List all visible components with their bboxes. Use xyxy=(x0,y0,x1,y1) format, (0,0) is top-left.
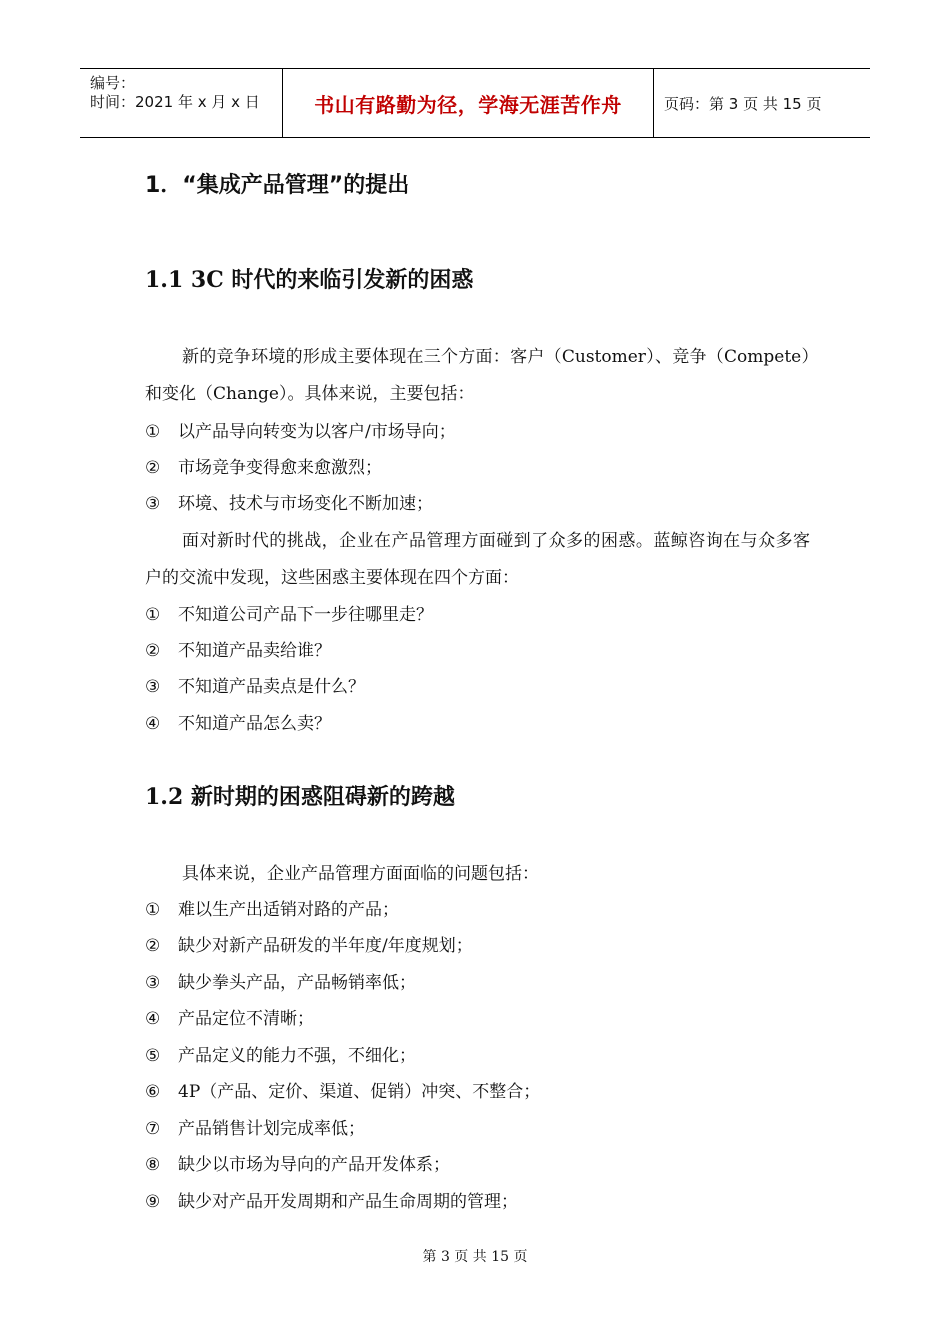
motto: 书山有路勤为径，学海无涯苦作舟 xyxy=(314,92,622,117)
list-item xyxy=(145,1190,518,1214)
list-number: ⑤ xyxy=(145,1046,161,1066)
code-label: 编号： xyxy=(90,74,136,92)
list-text: 不知道产品卖给谁？ xyxy=(178,641,331,661)
list-item xyxy=(145,639,331,663)
list-item xyxy=(145,712,331,736)
list-number: ③ xyxy=(145,494,161,514)
list-item xyxy=(145,456,382,480)
list-text: 4P（产品、定价、渠道、促销）冲突、不整合； xyxy=(178,1082,541,1102)
list-number: ③ xyxy=(145,973,161,993)
list-item xyxy=(145,898,399,922)
list-text: 产品定位不清晰； xyxy=(178,1009,314,1029)
list-item xyxy=(145,420,456,444)
list-text: 缺少拳头产品，产品畅销率低； xyxy=(178,973,416,993)
list-number: ① xyxy=(145,605,161,625)
list-item xyxy=(145,675,365,699)
time-label: 时间：2021 年 x 月 x 日 xyxy=(90,93,260,111)
list-item xyxy=(145,492,433,516)
list-number: ① xyxy=(145,900,161,920)
list-text: 缺少对产品开发周期和产品生命周期的管理； xyxy=(178,1192,518,1212)
list-item xyxy=(145,1044,416,1068)
list-item xyxy=(145,1153,450,1177)
paragraph-problems-intro: 具体来说，企业产品管理方面面临的问题包括： xyxy=(182,864,539,884)
list-number: ⑧ xyxy=(145,1155,161,1175)
list-number: ② xyxy=(145,641,161,661)
list-text: 不知道公司产品下一步往哪里走？ xyxy=(178,605,433,625)
list-item xyxy=(145,971,416,995)
list-item xyxy=(145,934,473,958)
list-number: ④ xyxy=(145,1009,161,1029)
list-number: ③ xyxy=(145,677,161,697)
list-item xyxy=(145,1007,314,1031)
page-info: 页码：第 3 页 共 15 页 xyxy=(664,94,822,113)
list-text: 不知道产品怎么卖？ xyxy=(178,714,331,734)
header-page-cell xyxy=(654,69,870,137)
list-number: ⑦ xyxy=(145,1119,161,1139)
page-footer: 第 3 页 共 15 页 xyxy=(422,1249,528,1265)
list-number: ① xyxy=(145,422,161,442)
paragraph-challenges: 面对新时代的挑战，企业在产品管理方面碰到了众多的困惑。蓝鲸咨询在与众多客户的交流中发现，这些困惑主要体现在四个方面： xyxy=(145,531,810,588)
list-text: 难以生产出适销对路的产品； xyxy=(178,900,399,920)
list-text: 环境、技术与市场变化不断加速； xyxy=(178,494,433,514)
header-table xyxy=(80,68,870,138)
list-number: ⑨ xyxy=(145,1192,161,1212)
list-item xyxy=(145,1117,365,1141)
list-text: 市场竞争变得愈来愈激烈； xyxy=(178,458,382,478)
list-number: ⑥ xyxy=(145,1082,161,1102)
header-meta-cell xyxy=(80,69,282,137)
list-text: 缺少对新产品研发的半年度/年度规划； xyxy=(178,936,473,956)
section-title-1-2: 1.2 新时期的困惑阻碍新的跨越 xyxy=(145,784,455,810)
list-text: 以产品导向转变为以客户/市场导向； xyxy=(178,422,456,442)
list-number: ② xyxy=(145,936,161,956)
section-title-1: 1．“集成产品管理”的提出 xyxy=(145,173,410,198)
list-text: 产品定义的能力不强，不细化； xyxy=(178,1046,416,1066)
paragraph-intro: 新的竞争环境的形成主要体现在三个方面：客户（Customer）、竞争（Compete）和变化（Change）。具体来说，主要包括： xyxy=(145,347,810,404)
list-item xyxy=(145,1080,540,1104)
list-number: ④ xyxy=(145,714,161,734)
header-motto-cell xyxy=(282,69,654,137)
list-text: 不知道产品卖点是什么？ xyxy=(178,677,365,697)
list-item xyxy=(145,603,433,627)
list-number: ② xyxy=(145,458,161,478)
section-title-1-1: 1.1 3C 时代的来临引发新的困惑 xyxy=(145,267,474,293)
list-text: 产品销售计划完成率低； xyxy=(178,1119,365,1139)
list-text: 缺少以市场为导向的产品开发体系； xyxy=(178,1155,450,1175)
